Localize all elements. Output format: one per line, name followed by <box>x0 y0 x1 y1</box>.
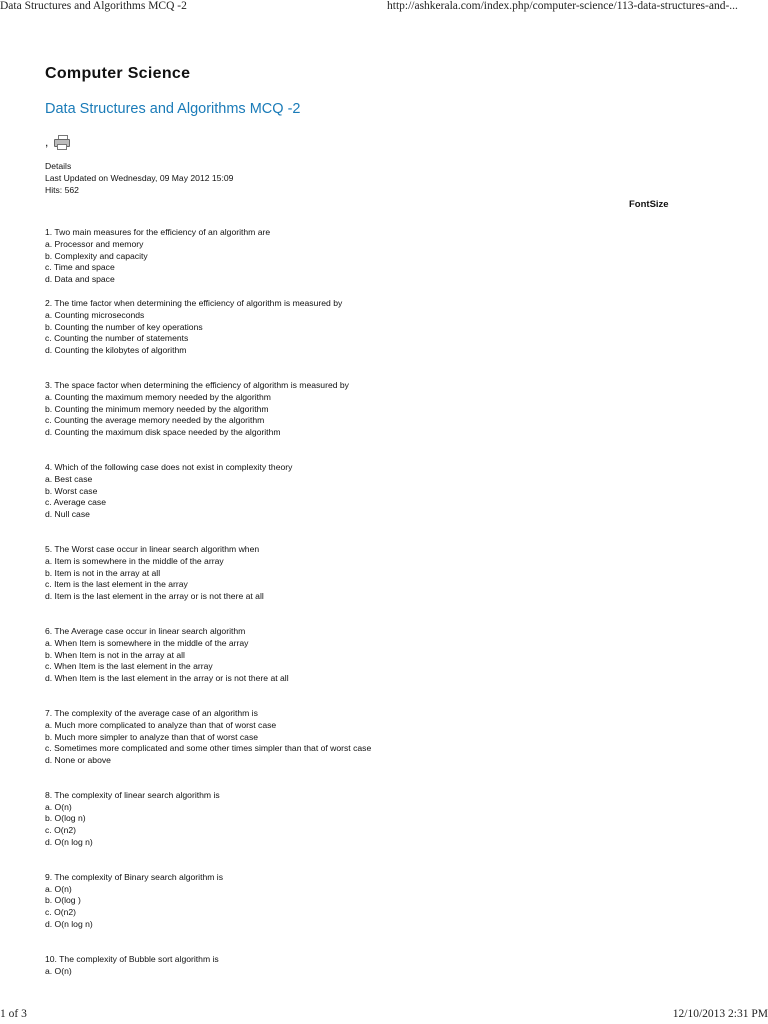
answer-option: c. Time and space <box>45 262 115 273</box>
answer-option: d. O(n log n) <box>45 919 93 930</box>
question-block <box>45 708 735 767</box>
answer-option: b. O(log ) <box>45 895 81 906</box>
page-number: 1 of 3 <box>0 1008 27 1020</box>
answer-option: b. O(log n) <box>45 813 86 824</box>
fontsize-label[interactable]: FontSize <box>629 199 669 210</box>
print-footer <box>0 1008 768 1024</box>
last-updated: Last Updated on Wednesday, 09 May 2012 15:09 <box>45 172 234 183</box>
question-text: 4. Which of the following case does not exist in complexity theory <box>45 461 293 472</box>
answer-option: d. O(n log n) <box>45 837 93 848</box>
answer-option: b. Complexity and capacity <box>45 250 148 261</box>
answer-option: b. Worst case <box>45 485 98 496</box>
question-block <box>45 872 735 931</box>
question-block <box>45 626 735 685</box>
answer-option: c. Average case <box>45 497 106 508</box>
question-block <box>45 227 735 286</box>
answer-option: a. O(n) <box>45 883 72 894</box>
print-header-url: http://ashkerala.com/index.php/computer-science/113-data-structures-and-... <box>387 0 738 12</box>
question-text: 7. The complexity of the average case of an algorithm is <box>45 707 258 718</box>
answer-option: d. Counting the kilobytes of algorithm <box>45 345 187 356</box>
print-datetime: 12/10/2013 2:31 PM <box>672 1008 768 1020</box>
answer-option: b. Much more simpler to analyze than that of worst case <box>45 731 259 742</box>
article <box>45 64 735 976</box>
print-header-title: Data Structures and Algorithms MCQ -2 <box>0 0 187 12</box>
print-header <box>0 0 768 16</box>
details-label: Details <box>45 161 72 171</box>
question-block <box>45 790 735 849</box>
question-list <box>45 227 735 977</box>
question-text: 5. The Worst case occur in linear search algorithm when <box>45 543 260 554</box>
answer-option: a. When Item is somewhere in the middle of the array <box>45 637 249 648</box>
question-text: 10. The complexity of Bubble sort algorithm is <box>45 953 219 964</box>
answer-option: a. Best case <box>45 473 93 484</box>
article-title[interactable]: Data Structures and Algorithms MCQ -2 <box>45 101 301 117</box>
answer-option: c. Counting the average memory needed by the algorithm <box>45 415 265 426</box>
question-text: 3. The space factor when determining the efficiency of algorithm is measured by <box>45 379 349 390</box>
answer-option: d. When Item is the last element in the array or is not there at all <box>45 673 289 684</box>
actions-separator: , <box>45 135 49 149</box>
section-title[interactable]: Computer Science <box>45 65 191 82</box>
answer-option: b. When Item is not in the array at all <box>45 649 185 660</box>
answer-option: c. O(n2) <box>45 825 77 836</box>
answer-option: a. Processor and memory <box>45 238 144 249</box>
answer-option: c. When Item is the last element in the array <box>45 661 213 672</box>
answer-option: a. O(n) <box>45 801 72 812</box>
answer-option: c. Counting the number of statements <box>45 333 189 344</box>
question-text: 8. The complexity of linear search algorithm is <box>45 789 220 800</box>
question-block <box>45 380 735 439</box>
answer-option: c. Item is the last element in the array <box>45 579 188 590</box>
answer-option: a. Item is somewhere in the middle of the array <box>45 555 224 566</box>
hits-count: Hits: 562 <box>45 184 79 195</box>
answer-option: b. Counting the number of key operations <box>45 321 203 332</box>
answer-option: d. None or above <box>45 755 111 766</box>
answer-option: b. Counting the minimum memory needed by the algorithm <box>45 403 269 414</box>
question-block <box>45 954 735 978</box>
answer-option: d. Null case <box>45 509 90 520</box>
answer-option: a. Counting microseconds <box>45 309 145 320</box>
question-text: 1. Two main measures for the efficiency of an algorithm are <box>45 227 271 237</box>
question-text: 2. The time factor when determining the efficiency of algorithm is measured by <box>45 297 343 308</box>
answer-option: a. Counting the maximum memory needed by the algorithm <box>45 391 271 402</box>
answer-option: d. Counting the maximum disk space needed by the algorithm <box>45 427 281 438</box>
question-text: 6. The Average case occur in linear search algorithm <box>45 625 246 636</box>
answer-option: c. Sometimes more complicated and some other times simpler than that of worst case <box>45 743 372 754</box>
article-actions <box>45 134 70 150</box>
printer-icon[interactable] <box>54 135 70 149</box>
question-block <box>45 462 735 521</box>
article-meta <box>45 161 233 196</box>
answer-option: a. O(n) <box>45 965 72 976</box>
answer-option: a. Much more complicated to analyze than that of worst case <box>45 719 277 730</box>
answer-option: d. Item is the last element in the array or is not there at all <box>45 591 264 602</box>
answer-option: d. Data and space <box>45 274 115 285</box>
question-block <box>45 298 735 357</box>
question-text: 9. The complexity of Binary search algorithm is <box>45 871 223 882</box>
answer-option: b. Item is not in the array at all <box>45 567 161 578</box>
answer-option: c. O(n2) <box>45 907 77 918</box>
question-block <box>45 544 735 603</box>
